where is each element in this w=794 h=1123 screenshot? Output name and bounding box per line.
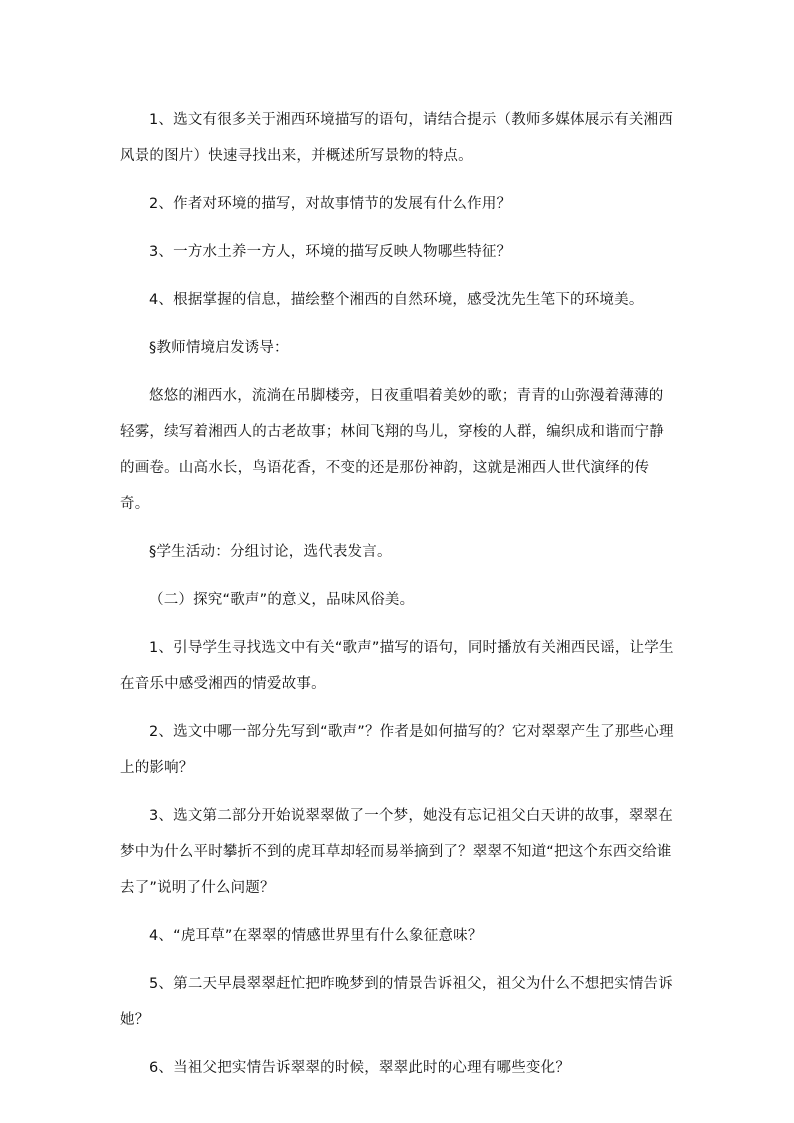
singing-question-1: 1、引导学生寻找选文中有关“歌声”描写的语句，同时播放有关湘西民谣，让学生在音乐中感受湘西的情爱故事。 [120,640,674,692]
document-body [120,102,678,1098]
question-3: 3、一方水土养一方人，环境的描写反映人物哪些特征？ [149,244,512,260]
section-heading: （二）探究“歌声”的意义，品味风俗美。 [149,592,415,608]
question-4: 4、根据掌握的信息，描绘整个湘西的自然环境，感受沈先生笔下的环境美。 [149,292,644,308]
teacher-guidance-heading: §教师情境启发诱导： [149,340,289,356]
question-1: 1、选文有很多关于湘西环境描写的语句，请结合提示（教师多媒体展示有关湘西风景的图片）快速寻找出来，并概述所写景物的特点。 [120,112,673,164]
singing-question-2: 2、选文中哪一部分先写到“歌声”？作者是如何描写的？它对翠翠产生了那些心理上的影响？ [120,724,674,776]
student-activity: §学生活动：分组讨论，选代表发言。 [149,544,392,560]
teacher-guidance-text: 悠悠的湘西水，流淌在吊脚楼旁，日夜重唱着美妙的歌；青青的山弥漫着薄薄的轻雾，续写着湘西人的古老故事；林间飞翔的鸟儿，穿梭的人群，编织成和谐而宁静的画卷。山高水长，鸟语花香，不变的还是那份神韵，这就是湘西人世代演绎的传奇。 [120,388,664,512]
singing-question-6: 6、当祖父把实情告诉翠翠的时候，翠翠此时的心理有哪些变化？ [149,1060,571,1076]
singing-question-5: 5、第二天早晨翠翠赶忙把昨晚梦到的情景告诉祖父，祖父为什么不想把实情告诉她？ [120,976,673,1028]
singing-question-3: 3、选文第二部分开始说翠翠做了一个梦，她没有忘记祖父白天讲的故事，翠翠在梦中为什么平时攀折不到的虎耳草却轻而易举摘到了？翠翠不知道“把这个东西交给谁去了”说明了什么问题？ [120,808,673,896]
singing-question-4: 4、“虎耳草”在翠翠的情感世界里有什么象征意味？ [149,928,483,944]
question-2: 2、作者对环境的描写，对故事情节的发展有什么作用？ [149,196,512,212]
